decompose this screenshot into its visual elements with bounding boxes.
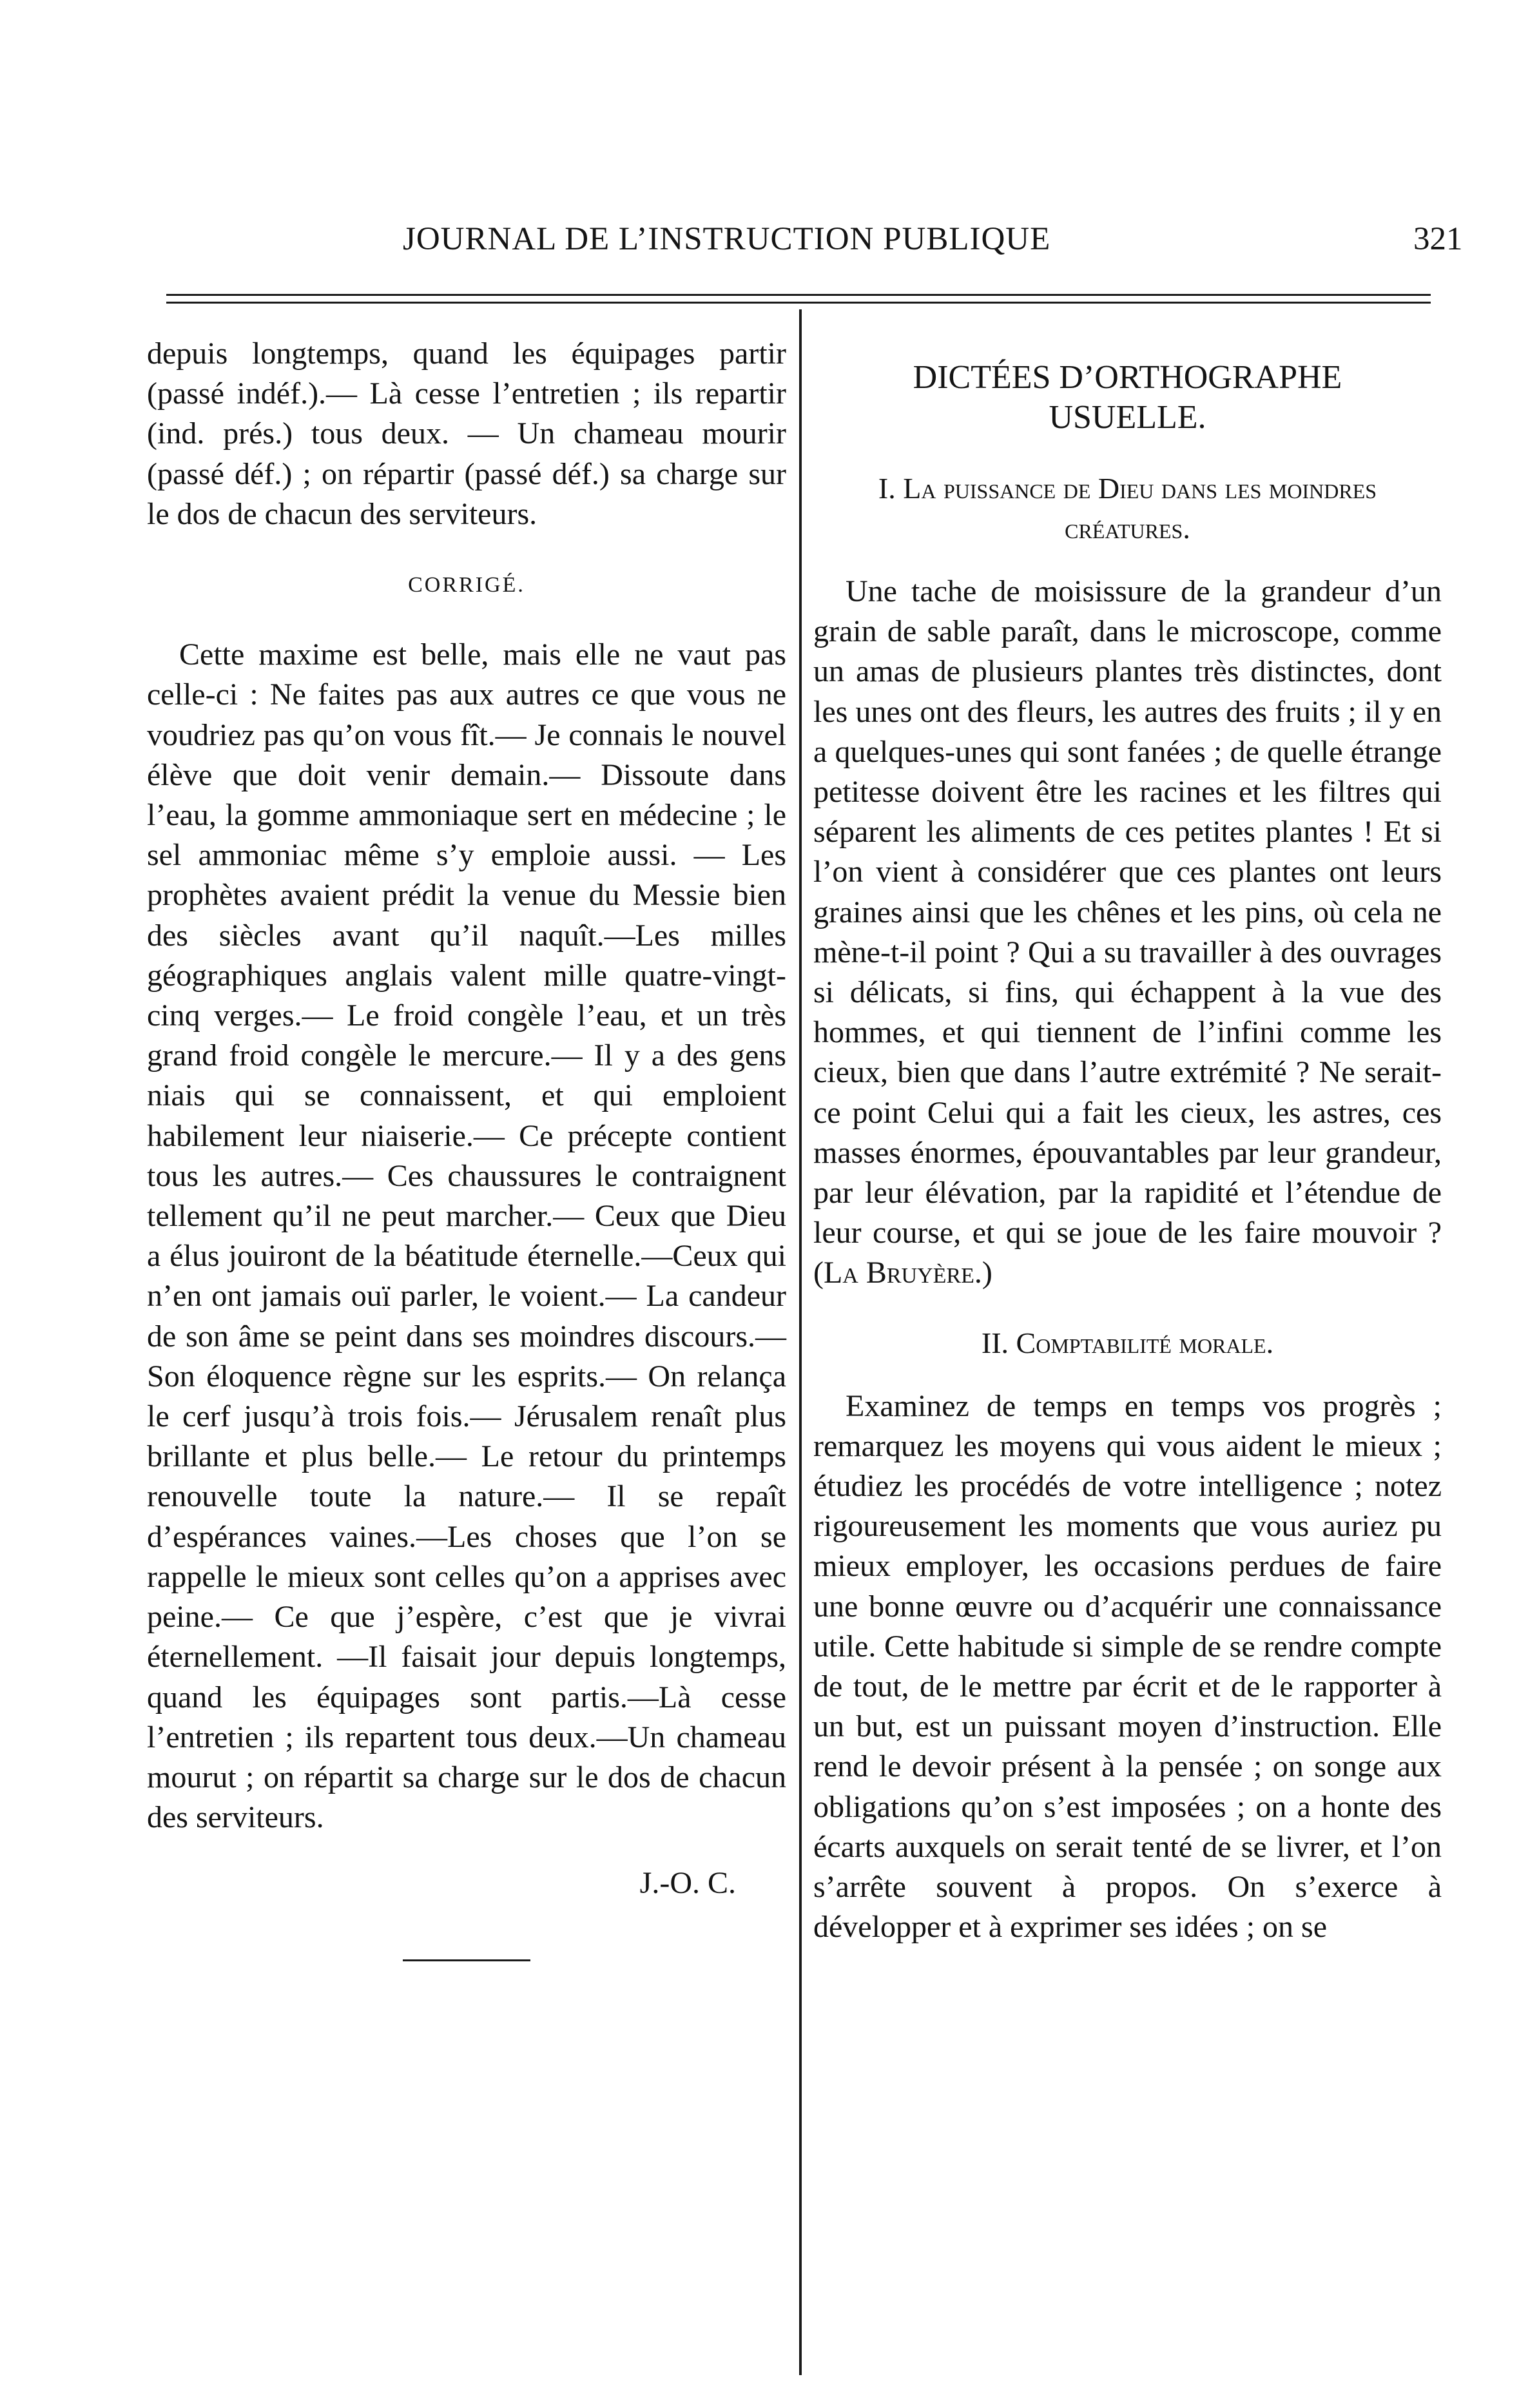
section-1-number: I. — [878, 472, 896, 505]
header-rule-bottom — [166, 302, 1431, 304]
page-number: 321 — [1413, 221, 1463, 257]
section-2-title: Comptabilité morale. — [1016, 1326, 1274, 1359]
section-1-author: (La Bruyère.) — [813, 1256, 992, 1290]
running-title: JOURNAL DE L’INSTRUCTION PUBLIQUE — [403, 221, 1051, 257]
header-rule-top — [166, 294, 1320, 296]
section-2-text: Examinez de temps en temps vos progrès ; remarquez les moyens qui vous aident le mieux ; étudiez les procédés de votre intelligence ; notez rigoureusement les moments que vous auriez pu mieux employer, les occasions perdues de faire une bonne œuvre ou d’acquérir une connaissance utile. Cette habitude si simple de se rendre compte de tout, de le mettre par écrit et de le rapporter à un but, est un puissant moyen d’instruction. Elle rend le devoir présent à la pensée ; on songe aux obligations qu’on s’est imposées ; on a honte des écarts auxquels on serait tenté de se livrer, et l’on s’arrête souvent à propos. On s’exerce à développer et à exprimer ses idées ; on se — [813, 1388, 1442, 1945]
header-rule-right-segment — [1268, 294, 1431, 296]
section-2-number: II. — [981, 1326, 1009, 1359]
section-1-text — [813, 572, 1442, 1294]
column-divider — [799, 309, 802, 2375]
page-header — [0, 206, 1519, 264]
corrige-text: Cette maxime est belle, mais elle ne vaut pas celle-ci : Ne faites pas aux autres ce que vous ne voudriez pas qu’on vous fît.— Je connais le nouvel élève que doit venir demain.— Dissoute dans l’eau, la gomme ammoniaque sert en médecine ; le sel ammoniac même s’y emploie aussi. — Les prophètes avaient prédit la venue du Messie bien des siècles avant qu’il naquît.—Les milles géographiques anglais valent mille quatre-vingt-cinq verges.— Le froid congèle l’eau, et un très grand froid congèle le mercure.— Il y a des gens niais qui se connaissent, et qui emploient habilement leur niaiserie.— Ce précepte contient tous les autres.— Ces chaussures le contraignent tellement qu’il ne peut marcher.— Ceux que Dieu a élus jouiront de la béatitude éternelle.—Ceux qui n’en ont jamais ouï parler, le voient.— La candeur de son âme se peint dans ses moindres discours.—Son éloquence règne sur les esprits.— On relança le cerf jusqu’à trois fois.— Jérusalem renaît plus brillante et plus belle.— Le retour du printemps renouvelle toute la nature.— Il se repaît d’espérances vaines.—Les choses que l’on se rappelle le mieux sont celles qu’on a apprises avec peine.— Ce que j’espère, c’est que je vivrai éternellement. —Il faisait jour depuis longtemps, quand les équipages sont partis.—Là cesse l’entretien ; ils repartent tous deux.—Un chameau mourut ; on répartit sa charge sur le dos de chacun des serviteurs. — [147, 637, 786, 1835]
section-1-body: Une tache de moisissure de la grandeur d’un grain de sable paraît, dans le microscope, comme un amas de plusieurs plantes très distinctes, dont les unes ont des fleurs, les autres des fruits ; il y en a quelques-unes qui sont fanées ; de quelle étrange petitesse doivent être les racines et les filtres qui séparent les aliments de ces petites plantes ! Et si l’on vient à considérer que ces plantes ont leurs graines ainsi que les chênes et les pins, où cela ne mène-t-il point ? Qui a su travailler à des ouvrages si délicats, si fins, qui échappent à la vue des hommes, et qui tiennent de l’infini comme les cieux, bien que dans l’autre extrémité ? Ne serait-ce point Celui qui a fait les cieux, les astres, ces masses énormes, épouvantables par leur grandeur, par leur élévation, par la rapidité et l’étendue de leur course, et qui se joue de les faire mouvoir ? — [813, 574, 1442, 1250]
dictation-title — [813, 358, 1442, 438]
exercise-tail: depuis longtemps, quand les équipages partir (passé indéf.).— Là cesse l’entretien ; ils repartir (ind. prés.) tous deux. — Un chameau mourir (passé déf.) ; on répartir (passé déf.) sa charge sur le dos de chacun des serviteurs. — [147, 336, 786, 531]
right-column — [813, 358, 1442, 1948]
dictation-title-line2: USUELLE. — [1049, 399, 1206, 436]
corrige-heading: CORRIGÉ. — [408, 573, 525, 597]
signature: J.-O. C. — [639, 1866, 736, 1901]
end-rule — [403, 1959, 530, 1961]
section-1-heading — [813, 469, 1442, 549]
section-2-heading — [813, 1323, 1442, 1363]
section-1-title: La puissance de Dieu dans les moindres créatures. — [903, 472, 1377, 545]
left-column — [147, 334, 786, 1961]
dictation-title-line1: DICTÉES D’ORTHOGRAPHE — [913, 359, 1342, 396]
